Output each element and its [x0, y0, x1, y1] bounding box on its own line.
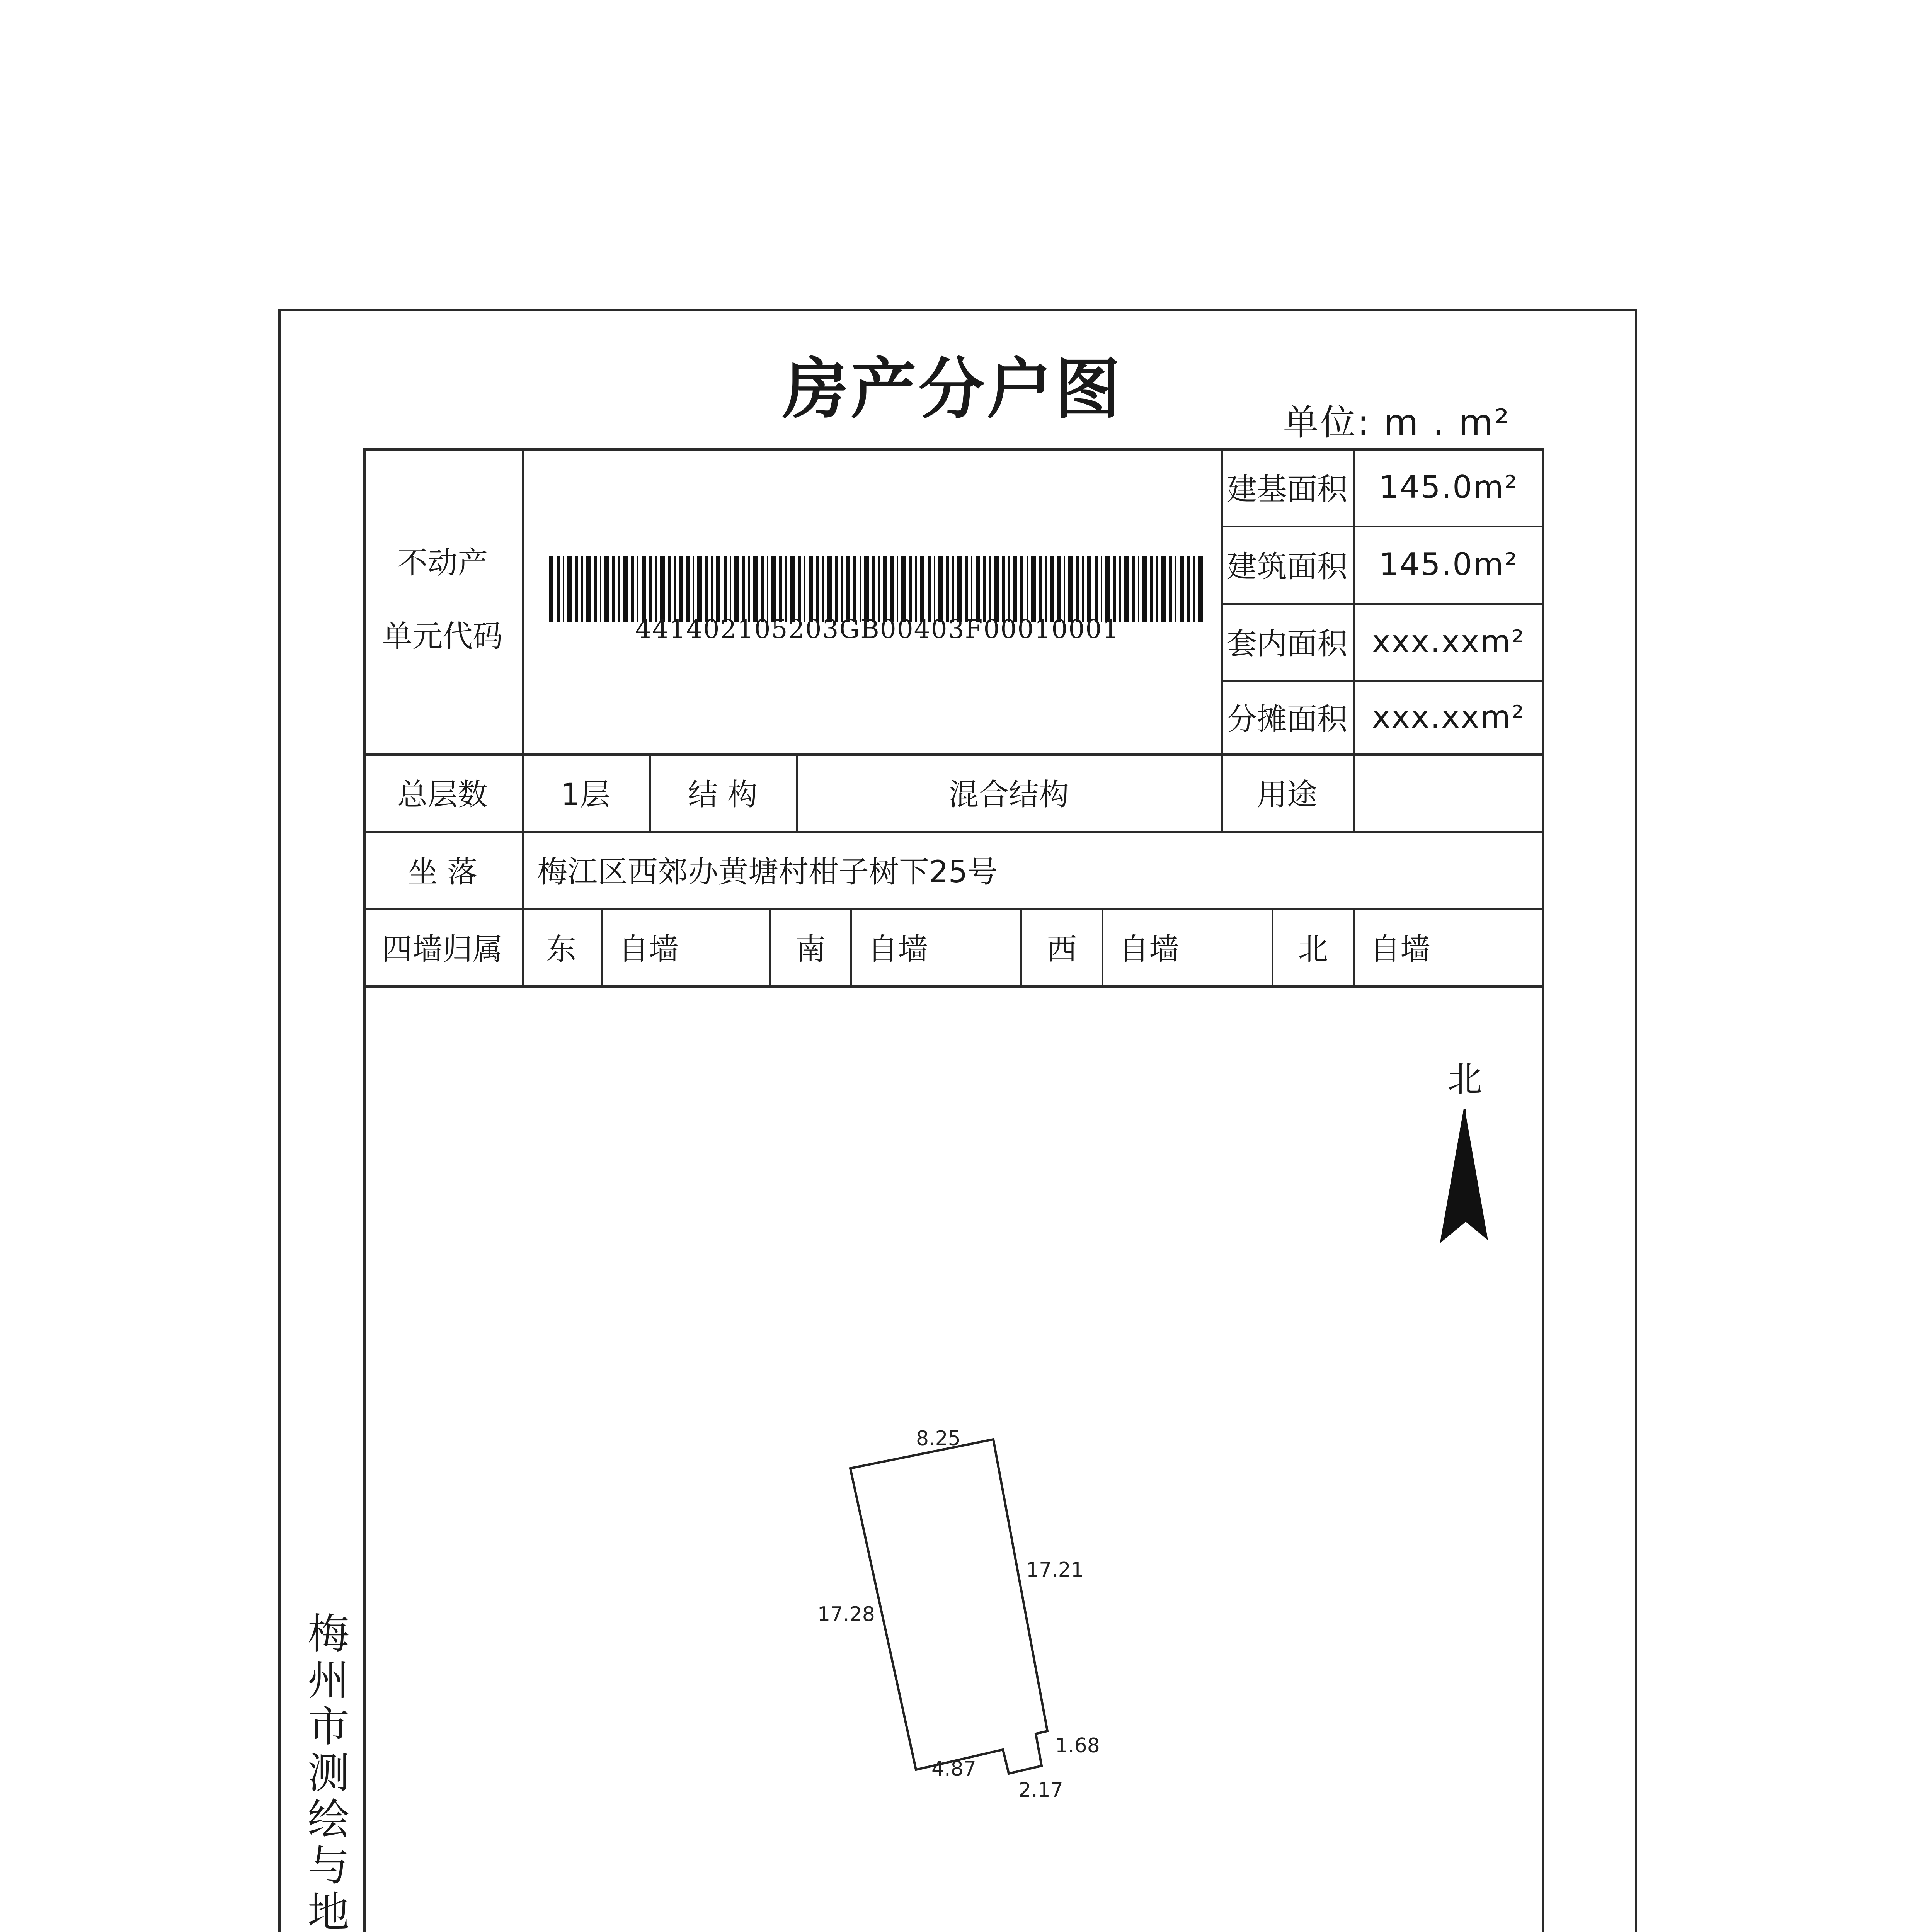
wall-west-label: 西 [1047, 932, 1077, 967]
usage-label: 用途 [1256, 777, 1317, 812]
location-label: 坐 落 [407, 855, 478, 889]
unit-code-label-1: 不动产 [397, 546, 488, 580]
wall-north-label: 北 [1298, 932, 1328, 967]
wall-south-label: 南 [795, 932, 826, 967]
area-value-shared: xxx.xxm² [1372, 699, 1525, 735]
floors-label: 总层数 [397, 777, 488, 812]
area-value-interior: xxx.xxm² [1372, 623, 1525, 660]
area-label-building: 建筑面积 [1226, 549, 1347, 584]
area-label-interior: 套内面积 [1226, 627, 1347, 662]
unit-label: 单位: m . m² [1283, 402, 1511, 443]
usage-value [1353, 753, 1544, 831]
wall-west-value: 自墙 [1119, 932, 1180, 967]
structure-value: 混合结构 [948, 777, 1069, 812]
walls-label: 四墙归属 [382, 932, 503, 967]
structure-label: 结 构 [688, 777, 758, 812]
dim-bottom-left: 4.87 [931, 1757, 976, 1781]
wall-east-value: 自墙 [618, 932, 679, 967]
area-label-shared: 分摊面积 [1226, 702, 1347, 737]
dim-right: 17.21 [1026, 1558, 1084, 1582]
unit-code-label-2: 单元代码 [382, 619, 503, 654]
dim-top: 8.25 [916, 1427, 961, 1450]
floor-plan-outline [850, 1439, 1047, 1774]
area-value-base: 145.0m² [1379, 469, 1519, 505]
north-label: 北 [1447, 1059, 1482, 1100]
dim-left: 17.28 [817, 1603, 875, 1626]
org-name: 梅 州 市 测 绘 与 地 [307, 1610, 349, 1932]
dim-bottom-right: 2.17 [1018, 1779, 1063, 1802]
area-label-base: 建基面积 [1226, 472, 1347, 507]
north-arrow-icon [1430, 1105, 1500, 1244]
floor-plan [792, 1399, 1140, 1824]
unit-code-number: 441402105203GB00403F00010001 [635, 614, 1120, 644]
floors-value: 1层 [561, 777, 610, 812]
page-title: 房产分户图 [782, 351, 1123, 428]
dim-step: 1.68 [1055, 1734, 1100, 1757]
row-divider [363, 985, 1544, 988]
barcode [549, 556, 1206, 622]
wall-north-value: 自墙 [1370, 932, 1431, 967]
wall-east-label: 东 [546, 932, 577, 967]
area-value-building: 145.0m² [1379, 546, 1519, 582]
location-value: 梅江区西郊办黄塘村柑子树下25号 [537, 855, 998, 889]
wall-south-value: 自墙 [868, 932, 928, 967]
